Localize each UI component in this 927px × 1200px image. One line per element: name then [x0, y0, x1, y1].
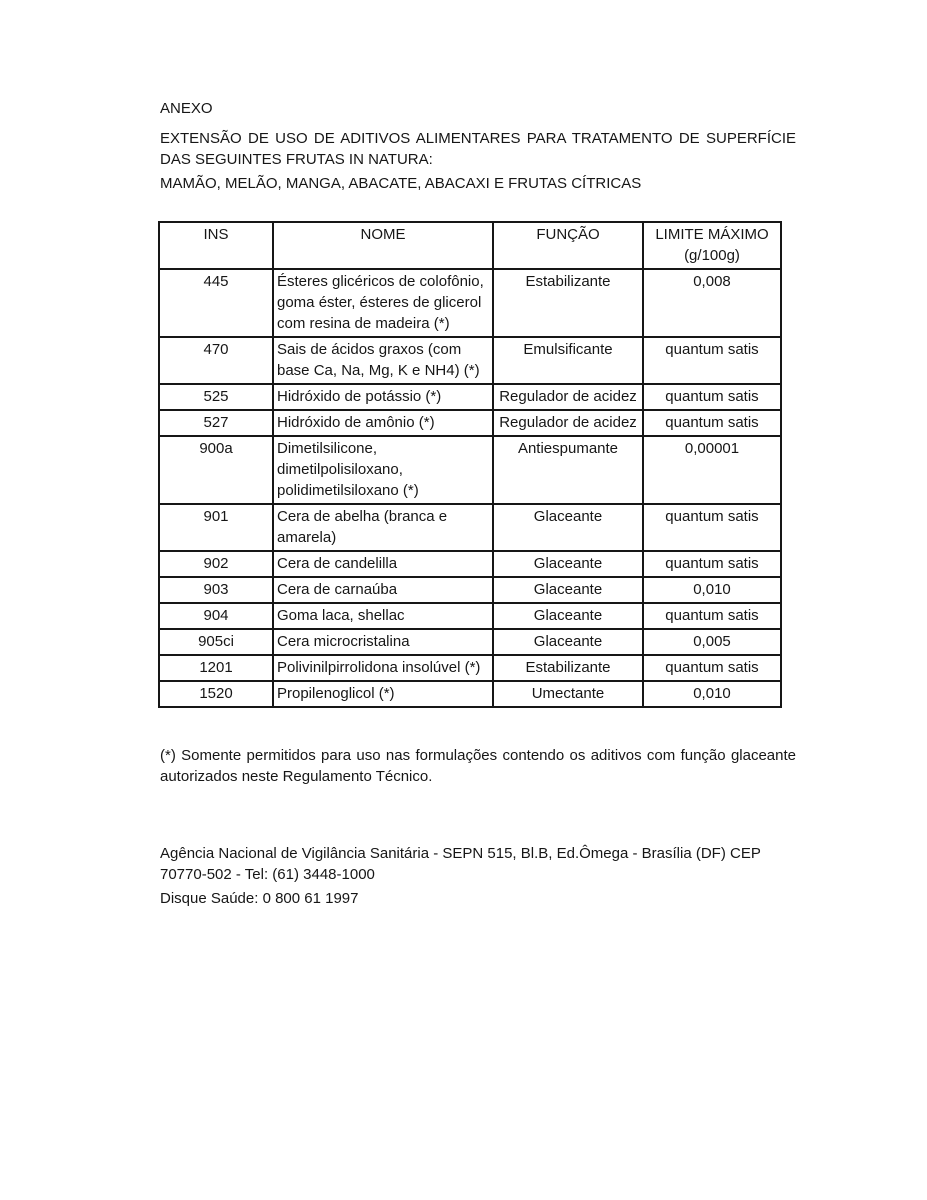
table-row — [159, 629, 781, 655]
cell-limite: quantum satis — [643, 603, 781, 629]
cell-nome: Ésteres glicéricos de colofônio, goma éster, ésteres de glicerol com resina de madeira (*) — [273, 269, 493, 337]
cell-funcao: Regulador de acidez — [493, 384, 643, 410]
cell-limite: 0,00001 — [643, 436, 781, 504]
cell-ins: 1201 — [159, 655, 273, 681]
cell-limite: quantum satis — [643, 655, 781, 681]
cell-ins: 900a — [159, 436, 273, 504]
cell-limite: quantum satis — [643, 551, 781, 577]
agency-address-line2: 70770-502 - Tel: (61) 3448-1000 — [160, 866, 375, 883]
agency-address — [160, 843, 796, 885]
table-row — [159, 577, 781, 603]
cell-nome: Cera de candelilla — [273, 551, 493, 577]
cell-nome: Polivinilpirrolidona insolúvel (*) — [273, 655, 493, 681]
cell-limite: 0,010 — [643, 577, 781, 603]
cell-funcao: Glaceante — [493, 504, 643, 551]
footnote-paragraph: (*) Somente permitidos para uso nas formulações contendo os aditivos com função glaceante autorizados neste Regulamento Técnico. — [160, 747, 796, 785]
cell-nome: Hidróxido de amônio (*) — [273, 410, 493, 436]
table-row — [159, 504, 781, 551]
cell-ins: 525 — [159, 384, 273, 410]
additives-table-header — [159, 222, 781, 269]
cell-ins: 903 — [159, 577, 273, 603]
header-limite-unit: (g/100g) — [684, 247, 740, 264]
cell-nome: Goma laca, shellac — [273, 603, 493, 629]
table-row — [159, 410, 781, 436]
cell-nome: Cera microcristalina — [273, 629, 493, 655]
cell-funcao: Emulsificante — [493, 337, 643, 384]
header-limite — [643, 222, 781, 269]
cell-limite: 0,005 — [643, 629, 781, 655]
cell-funcao: Regulador de acidez — [493, 410, 643, 436]
table-row — [159, 436, 781, 504]
cell-nome: Cera de abelha (branca e amarela) — [273, 504, 493, 551]
cell-nome: Propilenoglicol (*) — [273, 681, 493, 707]
cell-funcao: Glaceante — [493, 603, 643, 629]
table-row — [159, 603, 781, 629]
cell-funcao: Estabilizante — [493, 269, 643, 337]
cell-ins: 901 — [159, 504, 273, 551]
cell-funcao: Umectante — [493, 681, 643, 707]
cell-limite: 0,010 — [643, 681, 781, 707]
subtitle-paragraph: EXTENSÃO DE USO DE ADITIVOS ALIMENTARES PARA TRATAMENTO DE SUPERFÍCIE DAS SEGUINTES FRUTAS IN NATURA: — [160, 130, 796, 168]
table-row — [159, 269, 781, 337]
cell-ins: 445 — [159, 269, 273, 337]
cell-limite: quantum satis — [643, 410, 781, 436]
header-row — [159, 222, 781, 269]
table-row — [159, 655, 781, 681]
cell-funcao: Estabilizante — [493, 655, 643, 681]
cell-limite: quantum satis — [643, 384, 781, 410]
cell-funcao: Antiespumante — [493, 436, 643, 504]
additives-table — [158, 221, 782, 708]
additives-table-body — [159, 269, 781, 707]
cell-funcao: Glaceante — [493, 629, 643, 655]
header-limite-label: LIMITE MÁXIMO — [655, 226, 769, 243]
table-row — [159, 384, 781, 410]
header-ins: INS — [159, 222, 273, 269]
disque-saude-line: Disque Saúde: 0 800 61 1997 — [160, 890, 359, 907]
cell-nome: Sais de ácidos graxos (com base Ca, Na, Mg, K e NH4) (*) — [273, 337, 493, 384]
cell-nome: Cera de carnaúba — [273, 577, 493, 603]
cell-ins: 527 — [159, 410, 273, 436]
table-row — [159, 551, 781, 577]
cell-ins: 905ci — [159, 629, 273, 655]
fruits-line: MAMÃO, MELÃO, MANGA, ABACATE, ABACAXI E FRUTAS CÍTRICAS — [160, 175, 642, 192]
table-row — [159, 337, 781, 384]
cell-limite: 0,008 — [643, 269, 781, 337]
cell-ins: 1520 — [159, 681, 273, 707]
cell-ins: 470 — [159, 337, 273, 384]
cell-limite: quantum satis — [643, 337, 781, 384]
cell-limite: quantum satis — [643, 504, 781, 551]
header-nome: NOME — [273, 222, 493, 269]
header-funcao: FUNÇÃO — [493, 222, 643, 269]
cell-ins: 902 — [159, 551, 273, 577]
cell-funcao: Glaceante — [493, 577, 643, 603]
cell-funcao: Glaceante — [493, 551, 643, 577]
table-row — [159, 681, 781, 707]
cell-nome: Hidróxido de potássio (*) — [273, 384, 493, 410]
cell-nome: Dimetilsilicone, dimetilpolisiloxano, polidimetilsiloxano (*) — [273, 436, 493, 504]
cell-ins: 904 — [159, 603, 273, 629]
agency-address-line1: Agência Nacional de Vigilância Sanitária - SEPN 515, Bl.B, Ed.Ômega - Brasília (DF) CEP — [160, 845, 761, 862]
document-content — [160, 98, 796, 909]
anexo-heading: ANEXO — [160, 100, 213, 117]
